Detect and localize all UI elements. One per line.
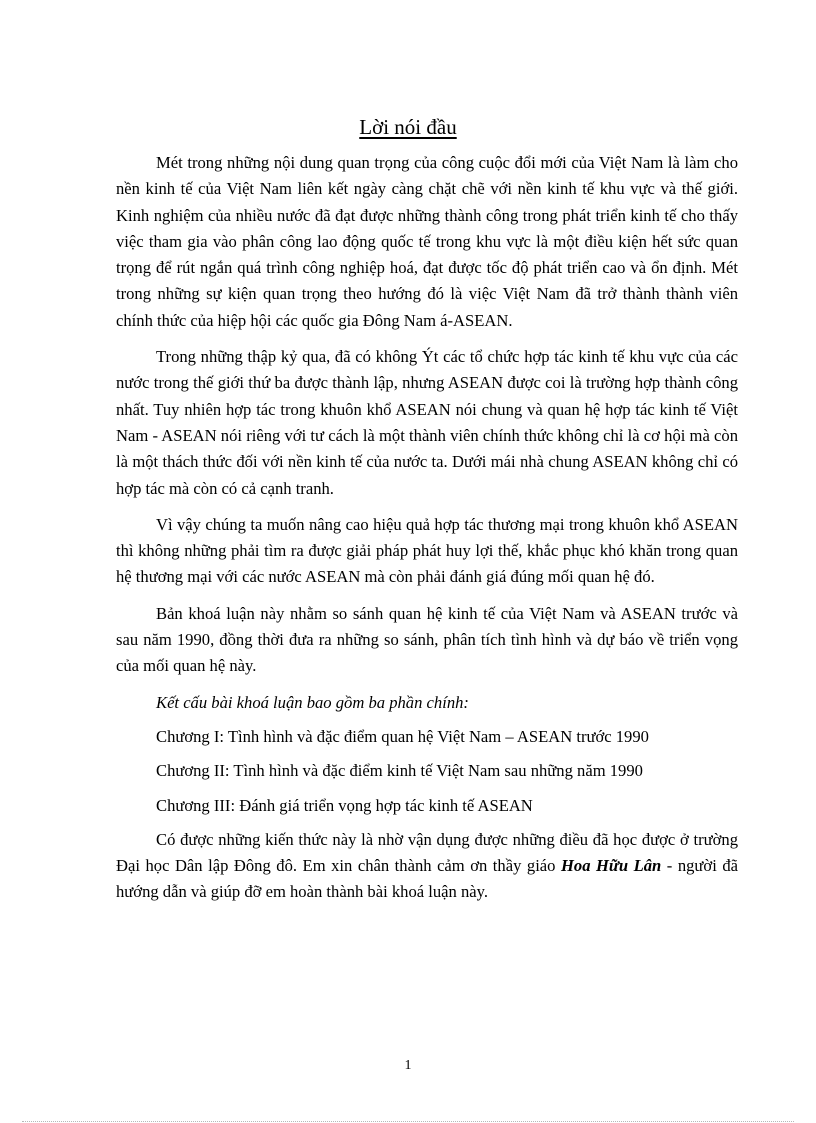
closing-text: Có được những kiến thức này là nhờ vận dụng được những điều đã học được ở trường Đại học Dân lập Đông đô. Em xin chân thành cảm ơn thầy giáo xyxy=(116,829,738,876)
paragraph-4: Bản khoá luận này nhằm so sánh quan hệ kinh tế của Việt Nam và ASEAN trước và sau năm 1990, đồng thời đưa ra những so sánh, phân tích tình hình và dự báo về triển vọng của mối quan hệ này. xyxy=(116,603,738,676)
paragraph-1: Mét trong những nội dung quan trọng của công cuộc đổi mới của Việt Nam là làm cho nền kinh tế của Việt Nam liên kết ngày càng chặt chẽ với nền kinh tế khu vực và thế giới. Kinh nghiệm của nhiều nước đã đạt được những thành công trong phát triển kinh tế cho thấy việc tham gia vào phân công lao động quốc tế trong khu vực là một điều kiện hết sức quan trọng để rút ngắn quá trình công nghiệp hoá, đạt được tốc độ phát triển cao và ổn định. Mét trong những sự kiện quan trọng theo hướng đó là việc Việt Nam đã trở thành thành viên chính thức của hiệp hội các quốc gia Đông Nam á-ASEAN. xyxy=(116,153,738,330)
chapter-3: Chương III: Đánh giá triển vọng hợp tác kinh tế ASEAN xyxy=(156,795,533,815)
chapter-1: Chương I: Tình hình và đặc điểm quan hệ Việt Nam – ASEAN trước 1990 xyxy=(156,726,649,746)
page-number: 1 xyxy=(404,1058,412,1073)
structure-intro: Kết cấu bài khoá luận bao gồm ba phần chính: xyxy=(156,692,469,712)
paragraph-3: Vì vậy chúng ta muốn nâng cao hiệu quả hợp tác thương mại trong khuôn khổ ASEAN thì không những phải tìm ra được giải pháp phát huy lợi thế, khắc phục khó khăn trong quan hệ thương mại với các nước ASEAN mà còn phải đánh giá đúng mối quan hệ đó. xyxy=(116,514,738,587)
title-text: Lời nói đầu xyxy=(359,115,457,139)
footer-divider xyxy=(22,1121,794,1122)
closing-suffix: - người đã hướng dẫn và giúp đỡ em hoàn thành bài khoá luận này. xyxy=(116,856,738,902)
document-body xyxy=(116,150,738,916)
closing-paragraph xyxy=(116,827,738,906)
advisor-name: Hoa Hữu Lân xyxy=(561,856,662,876)
page-title xyxy=(0,113,816,141)
paragraph-2: Trong những thập kỷ qua, đã có không Ýt các tổ chức hợp tác kinh tế khu vực của các nước trong thế giới thứ ba được thành lập, nhưng ASEAN được coi là trường hợp thành công nhất. Tuy nhiên hợp tác trong khuôn khổ ASEAN nói chung và quan hệ hợp tác kinh tế Việt Nam - ASEAN nói riêng với tư cách là một thành viên chính thức không chỉ là cơ hội mà còn là một thách thức đối với nền kinh tế của nước ta. Dưới mái nhà chung ASEAN không chỉ có hợp tác mà còn có cả cạnh tranh. xyxy=(116,347,738,498)
chapter-2: Chương II: Tình hình và đặc điểm kinh tế Việt Nam sau những năm 1990 xyxy=(156,761,643,781)
